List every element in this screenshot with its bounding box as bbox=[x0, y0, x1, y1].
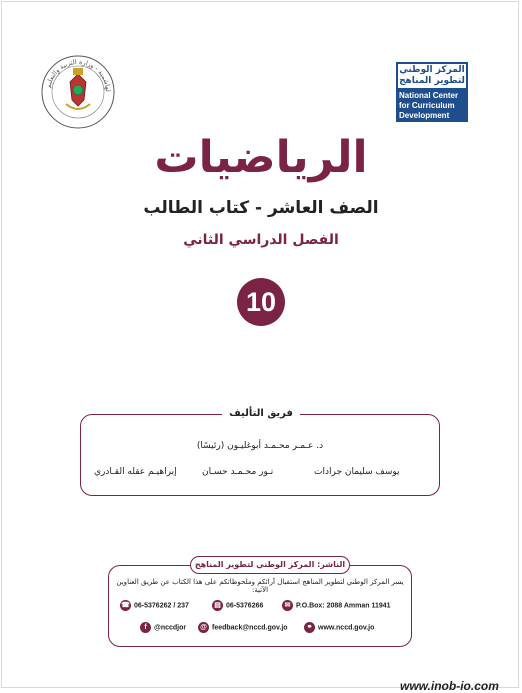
watermark: www.inob-io.com bbox=[400, 679, 499, 693]
nccd-logo-arabic-line: لتطوير المناهج bbox=[399, 76, 465, 86]
publisher-label: الناشر: المركز الوطني لتطوير المناهج bbox=[190, 556, 350, 574]
semester-label: الفصل الدراسي الثاني bbox=[183, 232, 339, 248]
author-name: يوسف سليمان جرادات bbox=[314, 467, 400, 477]
at-icon: @ bbox=[198, 622, 209, 633]
fax-icon: ▤ bbox=[212, 600, 223, 611]
nccd-logo-arabic bbox=[396, 62, 468, 90]
author-lead: د. عـمـر محـمـد أبوغليـون (رئيسًا) bbox=[196, 441, 324, 451]
authors-box bbox=[80, 414, 440, 496]
facebook-icon: f bbox=[140, 622, 151, 633]
author-name: إبراهيـم عقله القـادري bbox=[94, 467, 177, 477]
pobox-contact bbox=[282, 600, 391, 612]
email-contact bbox=[198, 622, 288, 634]
fax-contact bbox=[212, 600, 263, 612]
publisher-note: يسر المركز الوطني لتطوير المناهج استقبال آرائكم وملحوظاتكم على هذا الكتاب عن طريق العناوين الآتية: bbox=[116, 578, 404, 594]
mail-icon: ✉ bbox=[282, 600, 293, 611]
fax-number: 06-5376266 bbox=[226, 602, 264, 610]
book-subtitle: الصف العاشر - كتاب الطالب bbox=[143, 198, 379, 218]
book-title: الرياضيات bbox=[154, 132, 368, 183]
nccd-logo-english bbox=[396, 90, 468, 122]
phone-contact bbox=[120, 600, 189, 612]
email-address[interactable]: feedback@nccd.gov.jo bbox=[212, 624, 288, 632]
ministry-seal bbox=[40, 54, 116, 130]
authors-label: فريق التأليف bbox=[222, 405, 300, 423]
seal-text: لهاشمية - وزارة التربية والتعليم bbox=[44, 57, 113, 92]
pobox-address: P.O.Box: 2088 Amman 11941 bbox=[296, 602, 391, 610]
nccd-logo-english-line: Development bbox=[399, 111, 450, 120]
nccd-logo-english-line: National Center bbox=[399, 91, 459, 100]
nccd-logo-english-line: for Curriculum bbox=[399, 101, 455, 110]
phone-number: 06-5376262 / 237 bbox=[134, 602, 189, 610]
facebook-handle[interactable]: @nccdjor bbox=[154, 624, 187, 632]
nccd-logo-arabic-line: المركز الوطني bbox=[399, 65, 465, 75]
phone-icon: ☎ bbox=[121, 602, 130, 609]
website-contact bbox=[304, 622, 374, 634]
facebook-contact bbox=[140, 622, 186, 634]
grade-badge: 10 bbox=[237, 278, 285, 326]
author-name: نـور محـمـد حسـان bbox=[202, 467, 274, 477]
website-url[interactable]: www.nccd.gov.jo bbox=[318, 624, 375, 632]
link-icon: ⚭ bbox=[304, 622, 315, 633]
nccd-logo bbox=[396, 62, 468, 122]
